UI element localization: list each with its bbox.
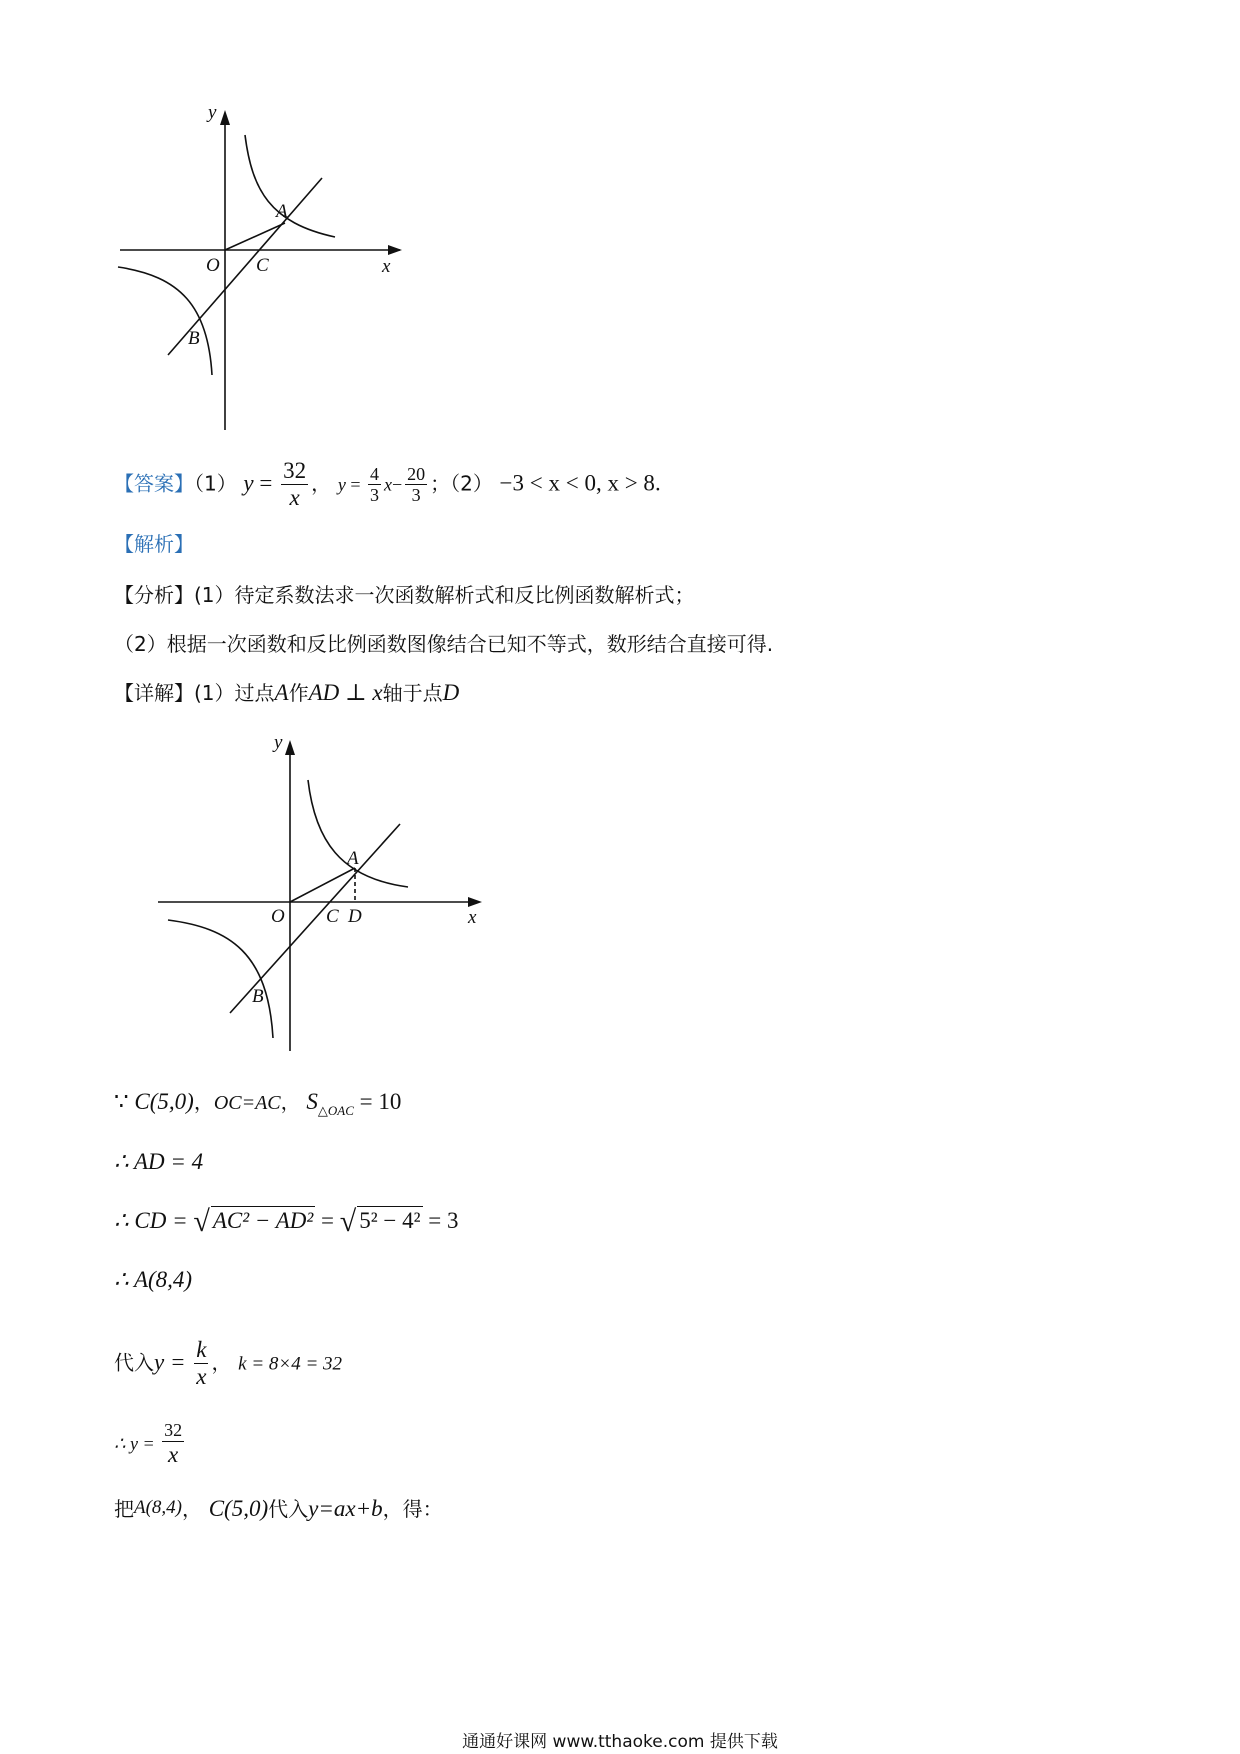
fraction-k-over-x: $\frac{k}{x}$: [196, 1337, 207, 1390]
step-5: 代入y = $\frac{k}{x}$ ， k = 8×4 = 32: [114, 1337, 343, 1390]
xiangjie-tag: 【详解】: [114, 681, 194, 705]
step-6: ∴ y = $\frac{32}{x}$: [114, 1420, 183, 1467]
step-3: ∴ CD = √ AC² − AD² = √ 5² − 4² = 3: [114, 1205, 459, 1238]
figure-2-graph: [150, 728, 500, 1058]
label-D: D: [348, 906, 362, 927]
x-axis-arrow: [468, 897, 482, 907]
label-B: B: [188, 328, 200, 349]
answer-tag: 【答案】: [114, 471, 194, 496]
figure-1-graph: [110, 100, 460, 440]
label-A: A: [276, 201, 288, 222]
fenxi-line-1: 【分析】(1）待定系数法求一次函数解析式和反比例函数解析式；: [114, 583, 695, 607]
analysis-tag: 【解析】: [114, 532, 194, 556]
label-A: A: [347, 848, 359, 869]
fraction-32-over-x-result: $\frac{32}{x}$: [164, 1420, 183, 1467]
inequality-solution: −3 < x < 0, x > 8: [499, 470, 655, 496]
label-C: C: [256, 255, 269, 276]
label-y: y: [274, 732, 283, 753]
hyperbola-branch-1: [245, 135, 335, 237]
footer-download-note: 通通好课网 www.tthaoke.com 提供下载: [462, 1732, 778, 1752]
label-x: x: [382, 256, 391, 277]
step-1: ∵ C(5,0)，OC=AC， $S_{\triangle OAC} = 10$: [114, 1089, 402, 1118]
y-axis-arrow: [220, 110, 230, 125]
fenxi-tag: 【分析】: [114, 583, 194, 607]
label-y: y: [208, 102, 217, 123]
label-O: O: [206, 255, 220, 276]
fenxi-line-2: （2）根据一次函数和反比例函数图像结合已知不等式，数形结合直接可得.: [114, 632, 774, 656]
answer-line: 【答案】（1） y = $\frac{32}{x}$ ， y = $\frac{4}{3}$ x− $\frac{20}{3}$ ；（2） −3 < x < 0, x > 8.: [114, 458, 661, 511]
line-AB: [230, 824, 400, 1013]
y-axis-arrow: [285, 740, 295, 755]
fraction-4-over-3: $\frac{4}{3}$: [369, 463, 379, 506]
label-C: C: [326, 906, 339, 927]
fraction-32-over-x: $\frac{32}{x}$: [283, 458, 307, 511]
step-4: ∴ A(8,4): [114, 1267, 193, 1292]
step-2: ∴ AD = 4: [114, 1149, 204, 1174]
x-axis-arrow: [388, 245, 402, 255]
segment-OA: [225, 223, 285, 250]
xiangjie-line: 【详解】(1）过点A作AD ⊥ x轴于点D: [114, 680, 460, 705]
hyperbola-branch-3: [168, 920, 273, 1038]
label-x: x: [468, 907, 477, 928]
fraction-20-over-3: $\frac{20}{3}$: [407, 463, 426, 506]
label-O: O: [271, 906, 285, 927]
step-7: 把A(8,4)， C(5,0)代入y=ax+b，得：: [114, 1496, 443, 1521]
label-B: B: [252, 986, 264, 1007]
